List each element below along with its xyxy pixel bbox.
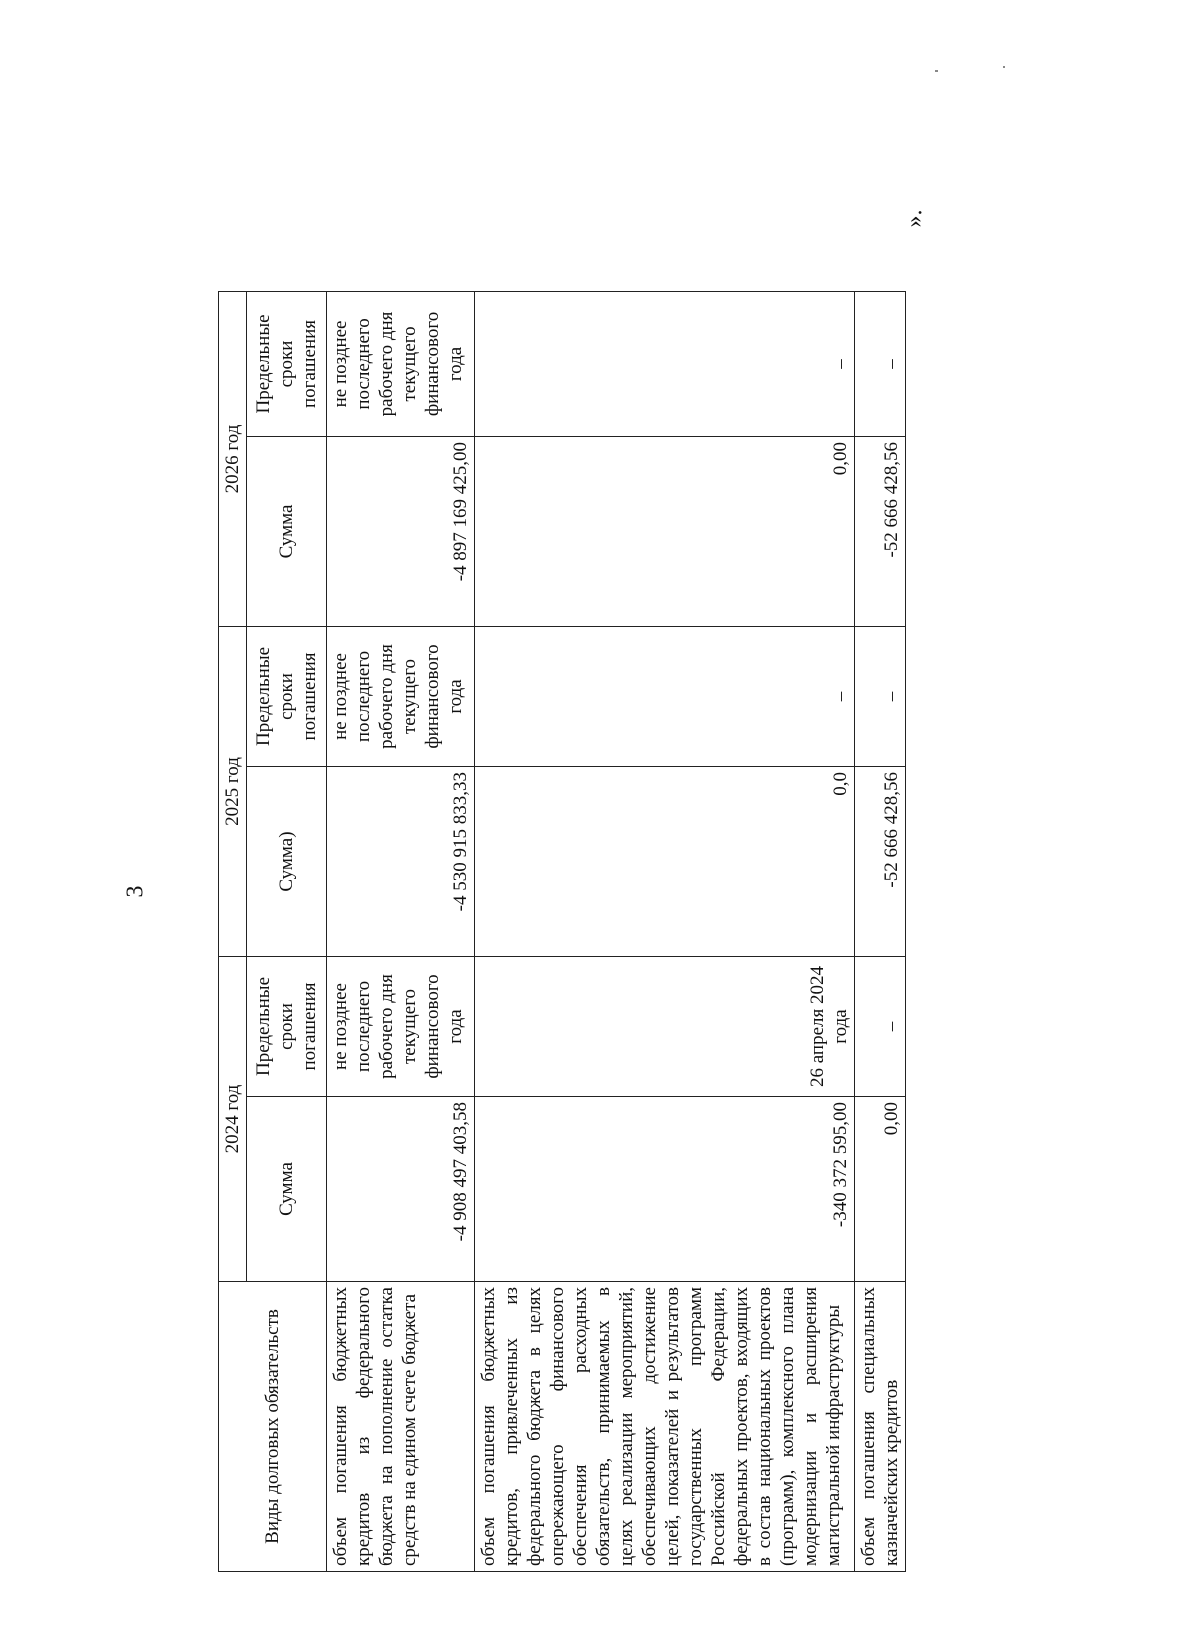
debt-type-cell: объем погашения бюджетных кредитов из федерального бюджета на пополнение остатка средств на едином счете бюджета xyxy=(327,1282,475,1572)
deadline-2026: – xyxy=(855,291,906,436)
scan-speck xyxy=(1003,66,1005,68)
header-amount-2026: Сумма xyxy=(247,436,327,626)
deadline-2026: не позднее последнего рабочего дня текущего финансового года xyxy=(327,291,475,436)
amount-2025: 0,0 xyxy=(475,766,855,956)
deadline-2025: – xyxy=(855,626,906,766)
closing-quote-mark: ». xyxy=(901,209,928,228)
debt-obligations-table xyxy=(218,291,906,1572)
rotated-table-container xyxy=(218,292,902,1572)
deadline-2024: не позднее последнего рабочего дня текущего финансового года xyxy=(327,956,475,1096)
table-row xyxy=(475,291,855,1571)
header-debt-types: Виды долговых обязательств xyxy=(219,1282,327,1572)
deadline-2024: – xyxy=(855,956,906,1096)
table-row xyxy=(855,291,906,1571)
deadline-2025: – xyxy=(475,626,855,766)
debt-type-cell: объем погашения бюджетных кредитов, привлеченных из федерального бюджета в целях опережающего финансового обеспечения расходных обязательств, принимаемых в целях реализации мероприятий, обеспечивающих достижение целей, показателей и результатов государственных программ Российской Федерации, федеральных проектов, входящих в состав национальных проектов (программ), комплексного плана модернизации и расширения магистральной инфраструктуры xyxy=(475,1282,855,1572)
amount-2026: -52 666 428,56 xyxy=(855,436,906,626)
amount-2025: -4 530 915 833,33 xyxy=(327,766,475,956)
scan-speck xyxy=(935,70,938,72)
header-deadline-2025: Предельные сроки погашения xyxy=(247,626,327,766)
header-year-2024: 2024 год xyxy=(219,956,247,1281)
page-number: 3 xyxy=(122,885,149,898)
amount-2026: 0,00 xyxy=(475,436,855,626)
header-year-2025: 2025 год xyxy=(219,626,247,956)
header-year-2026: 2026 год xyxy=(219,291,247,626)
header-amount-2024: Сумма xyxy=(247,1097,327,1282)
header-deadline-2024: Предельные сроки погашения xyxy=(247,956,327,1096)
header-deadline-2026: Предельные сроки погашения xyxy=(247,291,327,436)
deadline-2026: – xyxy=(475,291,855,436)
debt-type-cell: объем погашения специальных казначейских кредитов xyxy=(855,1282,906,1572)
table-row xyxy=(327,291,475,1571)
header-amount-2025: Сумма) xyxy=(247,766,327,956)
deadline-2024: 26 апреля 2024 года xyxy=(475,956,855,1096)
amount-2024: -4 908 497 403,58 xyxy=(327,1097,475,1282)
amount-2025: -52 666 428,56 xyxy=(855,766,906,956)
deadline-2025: не позднее последнего рабочего дня текущего финансового года xyxy=(327,626,475,766)
amount-2024: 0,00 xyxy=(855,1097,906,1282)
amount-2024: -340 372 595,00 xyxy=(475,1097,855,1282)
amount-2026: -4 897 169 425,00 xyxy=(327,436,475,626)
